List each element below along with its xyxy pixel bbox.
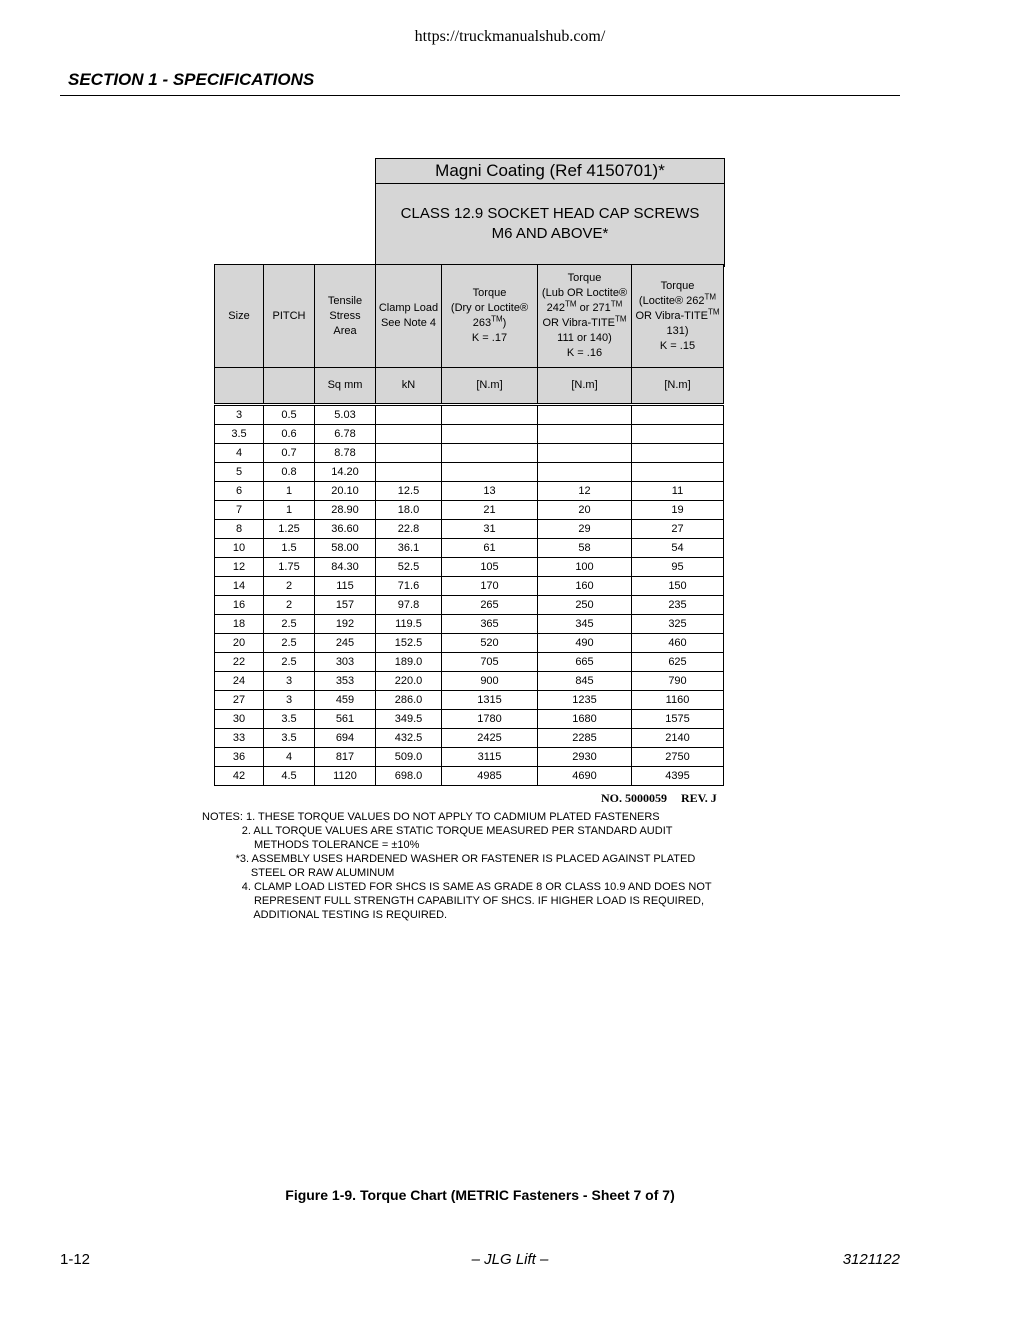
- unit-cell: Sq mm: [315, 368, 376, 404]
- table-row: [215, 672, 724, 691]
- table-cell: 2: [264, 577, 315, 596]
- table-row: [215, 539, 724, 558]
- table-cell: 24: [215, 672, 264, 691]
- table-cell: 22: [215, 653, 264, 672]
- table-cell: [632, 463, 724, 482]
- table-cell: 353: [315, 672, 376, 691]
- table-cell: 14: [215, 577, 264, 596]
- table-cell: 561: [315, 710, 376, 729]
- table-cell: 27: [215, 691, 264, 710]
- table-cell: 1575: [632, 710, 724, 729]
- header-torque-262: Torque (Loctite® 262™ OR Vibra-TITE™ 131) K = .15: [632, 265, 724, 368]
- table-cell: 8.78: [315, 444, 376, 463]
- table-cell: 1160: [632, 691, 724, 710]
- table-cell: 817: [315, 748, 376, 767]
- notes-block: [202, 810, 712, 922]
- table-cell: 1.25: [264, 520, 315, 539]
- note-line: NOTES: 1. THESE TORQUE VALUES DO NOT APPLY TO CADMIUM PLATED FASTENERS: [202, 811, 660, 823]
- table-cell: 509.0: [376, 748, 442, 767]
- table-cell: 18: [215, 615, 264, 634]
- table-cell: 170: [442, 577, 538, 596]
- table-cell: [538, 444, 632, 463]
- unit-cell: [N.m]: [632, 368, 724, 404]
- table-cell: 3.5: [215, 425, 264, 444]
- table-cell: 150: [632, 577, 724, 596]
- table-cell: 189.0: [376, 653, 442, 672]
- table-cell: 58.00: [315, 539, 376, 558]
- footer-brand: – JLG Lift –: [471, 1251, 549, 1268]
- table-cell: 3: [264, 672, 315, 691]
- table-row: [215, 425, 724, 444]
- torque-table: [214, 264, 724, 786]
- table-cell: 1.75: [264, 558, 315, 577]
- table-cell: 3115: [442, 748, 538, 767]
- table-cell: 432.5: [376, 729, 442, 748]
- table-cell: 5: [215, 463, 264, 482]
- table-cell: 625: [632, 653, 724, 672]
- table-cell: 84.30: [315, 558, 376, 577]
- table-row: [215, 520, 724, 539]
- table-row: [215, 501, 724, 520]
- table-cell: 30: [215, 710, 264, 729]
- table-cell: 220.0: [376, 672, 442, 691]
- table-cell: 2285: [538, 729, 632, 748]
- table-cell: 11: [632, 482, 724, 501]
- table-cell: 152.5: [376, 634, 442, 653]
- table-cell: 1.5: [264, 539, 315, 558]
- note-line: STEEL OR RAW ALUMINUM: [202, 867, 395, 879]
- table-row: [215, 710, 724, 729]
- table-cell: 28.90: [315, 501, 376, 520]
- table-cell: 490: [538, 634, 632, 653]
- table-cell: 2140: [632, 729, 724, 748]
- table-cell: 4: [215, 444, 264, 463]
- unit-cell: [N.m]: [442, 368, 538, 404]
- table-cell: 71.6: [376, 577, 442, 596]
- table-cell: 0.8: [264, 463, 315, 482]
- table-cell: 459: [315, 691, 376, 710]
- unit-cell: [264, 368, 315, 404]
- footer-doc-number: 3121122: [842, 1251, 900, 1268]
- table-cell: 345: [538, 615, 632, 634]
- table-cell: 520: [442, 634, 538, 653]
- table-cell: 2.5: [264, 615, 315, 634]
- table-cell: 54: [632, 539, 724, 558]
- table-cell: 2: [264, 596, 315, 615]
- section-title: SECTION 1 - SPECIFICATIONS: [68, 70, 315, 89]
- table-cell: 0.7: [264, 444, 315, 463]
- table-row: [215, 577, 724, 596]
- table-cell: 2930: [538, 748, 632, 767]
- table-cell: 160: [538, 577, 632, 596]
- table-cell: 29: [538, 520, 632, 539]
- table-cell: 19: [632, 501, 724, 520]
- table-cell: 58: [538, 539, 632, 558]
- table-cell: 698.0: [376, 767, 442, 786]
- table-cell: 694: [315, 729, 376, 748]
- table-cell: 8: [215, 520, 264, 539]
- header-tensile: Tensile Stress Area: [315, 265, 376, 368]
- table-cell: [538, 463, 632, 482]
- note-line: REPRESENT FULL STRENGTH CAPABILITY OF SHCS. IF HIGHER LOAD IS REQUIRED,: [202, 895, 705, 907]
- table-cell: 36.1: [376, 539, 442, 558]
- table-cell: [442, 406, 538, 425]
- table-cell: 16: [215, 596, 264, 615]
- table-cell: 61: [442, 539, 538, 558]
- table-cell: 900: [442, 672, 538, 691]
- header-row: [215, 265, 724, 368]
- table-cell: [632, 444, 724, 463]
- unit-cell: kN: [376, 368, 442, 404]
- screw-class-line1: CLASS 12.9 SOCKET HEAD CAP SCREWS: [400, 205, 700, 222]
- note-line: 4. CLAMP LOAD LISTED FOR SHCS IS SAME AS GRADE 8 OR CLASS 10.9 AND DOES NOT: [202, 881, 712, 893]
- table-cell: 97.8: [376, 596, 442, 615]
- table-cell: 20.10: [315, 482, 376, 501]
- header-torque-dry: Torque (Dry or Loctite® 263™) K = .17: [442, 265, 538, 368]
- table-cell: 31: [442, 520, 538, 539]
- table-cell: 3: [264, 691, 315, 710]
- table-cell: [376, 463, 442, 482]
- table-row: [215, 615, 724, 634]
- table-cell: [442, 463, 538, 482]
- table-cell: 4690: [538, 767, 632, 786]
- table-cell: 192: [315, 615, 376, 634]
- table-cell: [442, 425, 538, 444]
- table-title-block: [375, 158, 725, 267]
- table-cell: 365: [442, 615, 538, 634]
- table-cell: [538, 425, 632, 444]
- table-cell: [376, 444, 442, 463]
- table-row: [215, 653, 724, 672]
- table-cell: 36.60: [315, 520, 376, 539]
- header-clamp-load: Clamp Load See Note 4: [376, 265, 442, 368]
- note-line: 2. ALL TORQUE VALUES ARE STATIC TORQUE MEASURED PER STANDARD AUDIT: [202, 825, 673, 837]
- table-cell: 0.6: [264, 425, 315, 444]
- table-cell: 349.5: [376, 710, 442, 729]
- table-cell: 12: [215, 558, 264, 577]
- table-cell: 3.5: [264, 710, 315, 729]
- table-cell: [442, 444, 538, 463]
- figure-caption: Figure 1-9. Torque Chart (METRIC Fasteners - Sheet 7 of 7): [285, 1187, 675, 1203]
- source-url: https://truckmanualshub.com/: [414, 28, 606, 45]
- table-cell: 42: [215, 767, 264, 786]
- table-cell: 0.5: [264, 406, 315, 425]
- table-cell: 286.0: [376, 691, 442, 710]
- table-cell: 665: [538, 653, 632, 672]
- table-cell: 705: [442, 653, 538, 672]
- table-cell: 2425: [442, 729, 538, 748]
- table-row: [215, 482, 724, 501]
- header-pitch: PITCH: [264, 265, 315, 368]
- table-cell: 325: [632, 615, 724, 634]
- table-cell: 1120: [315, 767, 376, 786]
- table-cell: 10: [215, 539, 264, 558]
- table-cell: 303: [315, 653, 376, 672]
- table-cell: 4985: [442, 767, 538, 786]
- table-row: [215, 558, 724, 577]
- table-cell: 2.5: [264, 634, 315, 653]
- note-line: METHODS TOLERANCE = ±10%: [202, 839, 420, 851]
- table-row: [215, 444, 724, 463]
- header-torque-lub: Torque (Lub OR Loctite® 242™ or 271™ OR Vibra-TITE™ 111 or 140) K = .16: [538, 265, 632, 368]
- table-cell: 27: [632, 520, 724, 539]
- table-cell: 845: [538, 672, 632, 691]
- table-cell: [376, 425, 442, 444]
- unit-cell: [215, 368, 264, 404]
- header-size: Size: [215, 265, 264, 368]
- table-row: [215, 748, 724, 767]
- table-cell: 12.5: [376, 482, 442, 501]
- table-cell: 5.03: [315, 406, 376, 425]
- table-row: [215, 596, 724, 615]
- document-number: NO. 5000059 REV. J: [601, 791, 717, 805]
- table-cell: 52.5: [376, 558, 442, 577]
- table-row: [215, 767, 724, 786]
- table-cell: 119.5: [376, 615, 442, 634]
- table-cell: 265: [442, 596, 538, 615]
- table-cell: 12: [538, 482, 632, 501]
- table-row: [215, 729, 724, 748]
- screw-class-line2: M6 AND ABOVE*: [491, 225, 609, 242]
- table-cell: 105: [442, 558, 538, 577]
- table-cell: 250: [538, 596, 632, 615]
- table-cell: 4395: [632, 767, 724, 786]
- table-cell: [376, 406, 442, 425]
- table-cell: 2750: [632, 748, 724, 767]
- table-cell: 6: [215, 482, 264, 501]
- table-cell: [632, 425, 724, 444]
- table-cell: 245: [315, 634, 376, 653]
- table-cell: 1780: [442, 710, 538, 729]
- footer-page-number: 1-12: [60, 1251, 91, 1268]
- table-row: [215, 463, 724, 482]
- note-line: ADDITIONAL TESTING IS REQUIRED.: [202, 909, 448, 921]
- table-cell: 100: [538, 558, 632, 577]
- table-cell: 13: [442, 482, 538, 501]
- table-cell: 95: [632, 558, 724, 577]
- table-cell: 20: [215, 634, 264, 653]
- note-line: *3. ASSEMBLY USES HARDENED WASHER OR FASTENER IS PLACED AGAINST PLATED: [202, 853, 696, 865]
- table-cell: 1: [264, 501, 315, 520]
- table-row: [215, 406, 724, 425]
- coating-title: Magni Coating (Ref 4150701)*: [376, 159, 724, 184]
- table-cell: 18.0: [376, 501, 442, 520]
- table-cell: 21: [442, 501, 538, 520]
- table-cell: [538, 406, 632, 425]
- table-cell: 36: [215, 748, 264, 767]
- table-cell: 115: [315, 577, 376, 596]
- table-cell: 3.5: [264, 729, 315, 748]
- table-cell: 460: [632, 634, 724, 653]
- table-cell: 7: [215, 501, 264, 520]
- table-cell: [632, 406, 724, 425]
- table-cell: 6.78: [315, 425, 376, 444]
- screw-class-title: [376, 184, 724, 266]
- table-cell: 790: [632, 672, 724, 691]
- units-row: [215, 368, 724, 404]
- table-cell: 1: [264, 482, 315, 501]
- table-cell: 33: [215, 729, 264, 748]
- table-cell: 235: [632, 596, 724, 615]
- table-cell: 2.5: [264, 653, 315, 672]
- table-row: [215, 691, 724, 710]
- table-row: [215, 634, 724, 653]
- table-cell: 4.5: [264, 767, 315, 786]
- table-cell: 14.20: [315, 463, 376, 482]
- table-cell: 1235: [538, 691, 632, 710]
- table-cell: 4: [264, 748, 315, 767]
- table-cell: 1315: [442, 691, 538, 710]
- table-cell: 1680: [538, 710, 632, 729]
- table-cell: 20: [538, 501, 632, 520]
- table-cell: 157: [315, 596, 376, 615]
- unit-cell: [N.m]: [538, 368, 632, 404]
- table-cell: 22.8: [376, 520, 442, 539]
- section-divider: [60, 95, 900, 96]
- table-cell: 3: [215, 406, 264, 425]
